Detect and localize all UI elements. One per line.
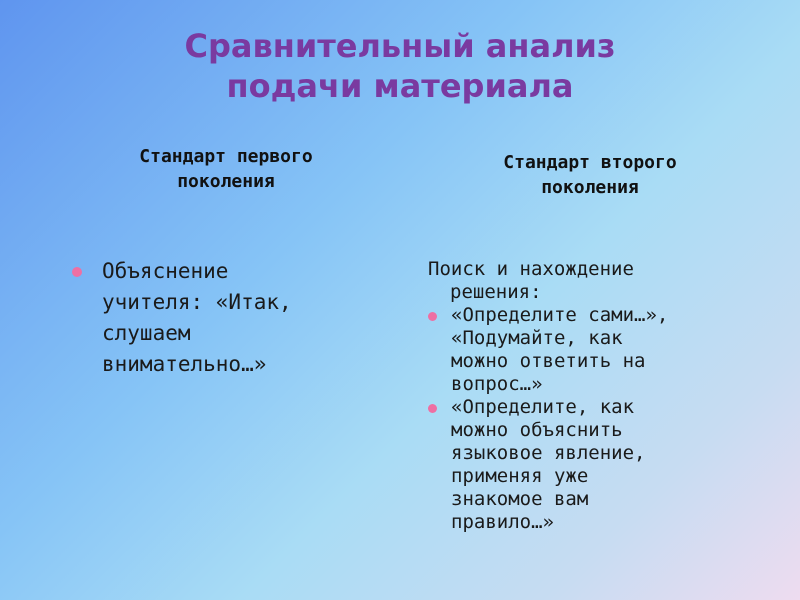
bullet-dot-icon: [428, 404, 437, 413]
right-intro-text: [428, 258, 668, 304]
right-intro-line-1: Поиск и нахождение: [428, 258, 634, 280]
left-bullet-line: внимательно…»: [102, 352, 267, 376]
right-bullet-line: «Определите, как: [451, 396, 635, 418]
bullet-dot-icon: [428, 312, 437, 321]
left-heading-line-1: Стандарт первого: [139, 146, 313, 167]
right-heading-line-1: Стандарт второго: [503, 152, 677, 173]
right-bullet-line: применяя уже: [451, 465, 589, 487]
right-bullet-2-text: [451, 396, 645, 534]
slide-title: [0, 26, 800, 106]
left-column-body: [72, 256, 292, 380]
right-bullet-line: вопрос…»: [451, 373, 543, 395]
right-bullet-line: «Подумайте, как: [451, 327, 623, 349]
slide-title-line-1: Сравнительный анализ: [184, 27, 616, 65]
left-bullet-line: Объяснение: [102, 259, 229, 283]
right-bullet-line: «Определите сами…»,: [451, 304, 669, 326]
right-column-body: [428, 258, 668, 534]
right-column-heading: [420, 150, 760, 200]
right-bullet-line: можно ответить на: [451, 350, 646, 372]
right-bullet-line: можно объяснить: [451, 419, 623, 441]
right-bullet-1-text: [451, 304, 668, 396]
left-bullet-line: учителя: «Итак,: [102, 290, 292, 314]
right-bullet-line: языковое явление,: [451, 442, 646, 464]
right-bullet-item-1: [428, 304, 668, 396]
left-bullet-item: [72, 256, 292, 380]
right-intro-line-2: решения:: [450, 281, 542, 303]
bullet-dot-icon: [72, 267, 82, 277]
right-heading-line-2: поколения: [541, 177, 639, 198]
left-bullet-line: слушаем: [102, 321, 191, 345]
right-bullet-line: знакомое вам: [451, 488, 589, 510]
left-column-heading: [66, 144, 386, 194]
right-bullet-item-2: [428, 396, 668, 534]
left-bullet-text: [102, 256, 292, 380]
right-bullet-line: правило…»: [451, 511, 554, 533]
slide-title-line-2: подачи материала: [226, 67, 574, 105]
left-heading-line-2: поколения: [177, 171, 275, 192]
